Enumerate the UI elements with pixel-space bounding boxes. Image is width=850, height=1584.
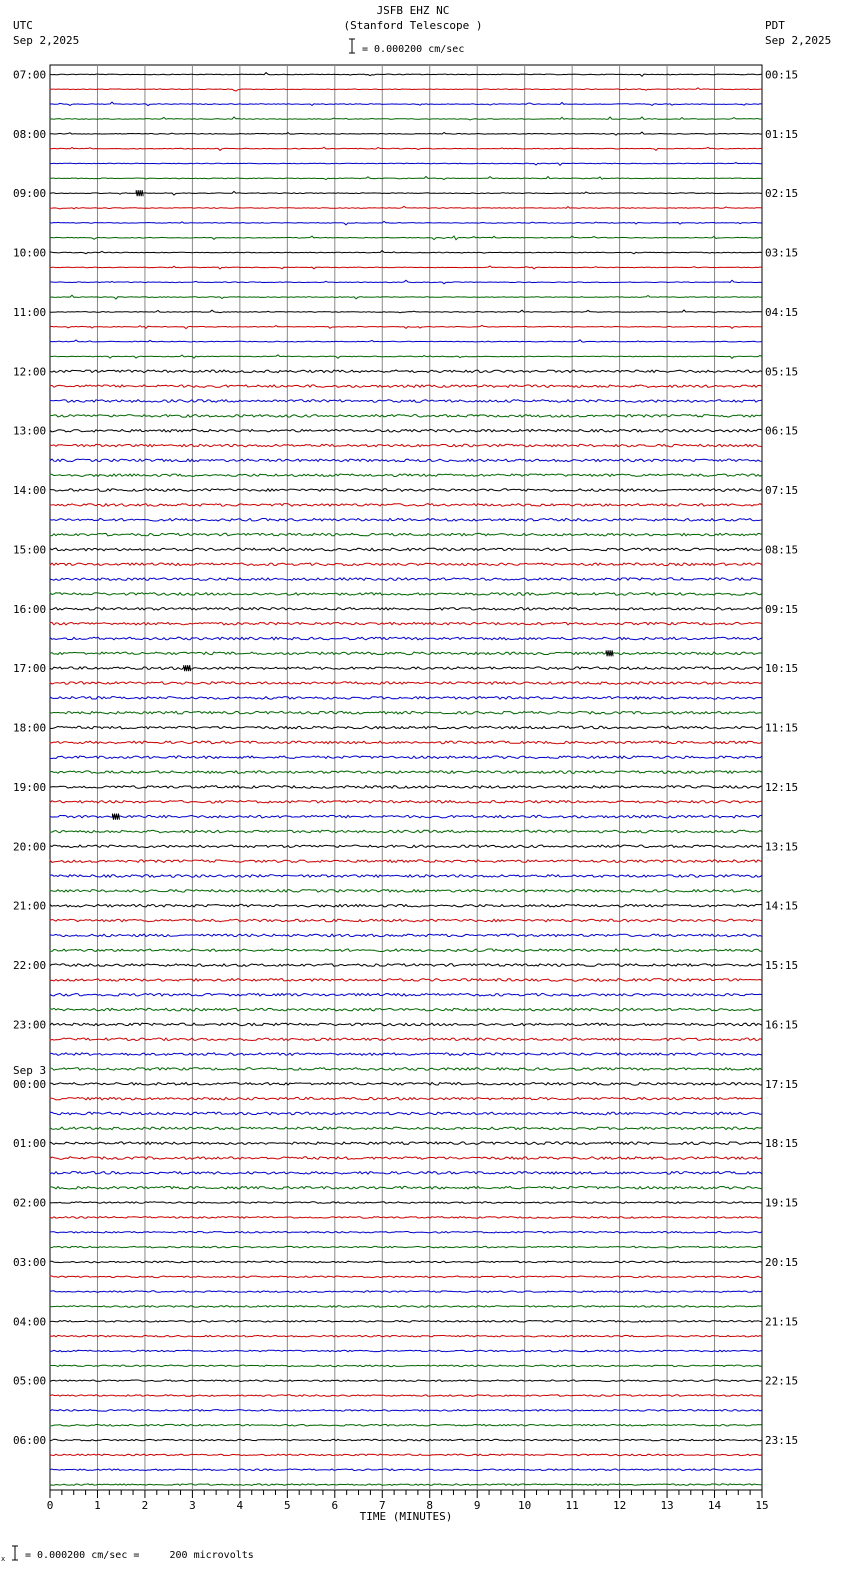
trace-line [50, 191, 762, 195]
trace-line [50, 578, 762, 581]
trace-line [50, 1395, 762, 1397]
trace-line [50, 919, 762, 922]
pdt-hour-label: 19:15 [765, 1196, 799, 1210]
trace-line [50, 370, 762, 373]
trace-line [50, 295, 762, 299]
trace-line [50, 1172, 762, 1175]
pdt-hour-label: 14:15 [765, 899, 799, 913]
utc-hour-label: 16:00 [13, 602, 47, 616]
trace-line [50, 474, 762, 477]
trace-line [50, 1053, 762, 1056]
event-wiggle [112, 814, 119, 820]
trace-line [50, 88, 762, 91]
pdt-hour-label: 16:15 [765, 1018, 799, 1032]
trace-line [50, 904, 762, 907]
pdt-hour-label: 17:15 [765, 1077, 799, 1091]
left-date: Sep 2,2025 [13, 34, 80, 47]
x-tick-label: 12 [612, 1499, 627, 1512]
trace-line [50, 1276, 762, 1278]
trace-line [50, 518, 762, 521]
utc-hour-label: 13:00 [13, 424, 47, 438]
trace-line [50, 236, 762, 240]
utc-hour-label: 00:00 [13, 1077, 47, 1091]
x-axis-label: TIME (MINUTES) [359, 1510, 453, 1523]
trace-line [50, 1306, 762, 1308]
x-tick-label: 8 [426, 1499, 434, 1512]
trace-line [50, 726, 762, 729]
utc-hour-label: 04:00 [13, 1315, 47, 1329]
utc-hour-label: 15:00 [13, 543, 47, 557]
trace-line [50, 1350, 762, 1352]
x-tick-label: 7 [378, 1499, 386, 1512]
utc-hour-label: 23:00 [13, 1018, 47, 1032]
pdt-hour-label: 08:15 [765, 543, 799, 557]
pdt-hour-label: 03:15 [765, 246, 799, 260]
trace-line [50, 741, 762, 744]
utc-hour-label: 08:00 [13, 127, 47, 141]
trace-line [50, 1246, 762, 1248]
trace-line [50, 504, 762, 507]
x-tick-label: 10 [518, 1499, 532, 1512]
trace-line [50, 1127, 762, 1130]
trace-line [50, 280, 762, 283]
right-timezone: PDT [765, 19, 785, 32]
pdt-hour-label: 09:15 [765, 602, 799, 616]
trace-line [50, 786, 762, 789]
trace-line [50, 429, 762, 432]
trace-line [50, 206, 762, 209]
trace-line [50, 163, 762, 166]
svg-text:x: x [1, 1555, 6, 1563]
pdt-hour-label: 04:15 [765, 305, 799, 319]
station-title: JSFB EHZ NC [376, 4, 450, 17]
utc-hour-label: 18:00 [13, 721, 47, 735]
x-tick-label: 5 [284, 1499, 291, 1512]
trace-line [50, 385, 762, 388]
trace-line [50, 934, 762, 937]
trace-line [50, 102, 762, 106]
trace-line [50, 1380, 762, 1382]
trace-line [50, 355, 762, 359]
trace-line [50, 875, 762, 878]
event-wiggle [606, 650, 613, 656]
trace-line [50, 251, 762, 254]
left-timezone: UTC [13, 19, 33, 32]
trace-line [50, 459, 762, 462]
plot-frame [50, 65, 762, 1490]
trace-line [50, 682, 762, 685]
trace-line [50, 1469, 762, 1471]
utc-hour-label: 19:00 [13, 780, 47, 794]
trace-line [50, 1410, 762, 1412]
trace-line [50, 979, 762, 982]
trace-line [50, 1202, 762, 1204]
pdt-hour-label: 07:15 [765, 484, 799, 498]
trace-line [50, 711, 762, 714]
x-tick-label: 3 [189, 1499, 196, 1512]
utc-hour-label: 01:00 [13, 1137, 47, 1151]
utc-hour-label: 11:00 [13, 305, 47, 319]
trace-line [50, 622, 762, 625]
trace-line [50, 221, 762, 224]
utc-hour-label: 07:00 [13, 68, 47, 82]
utc-hour-label: 14:00 [13, 484, 47, 498]
utc-hour-label: 02:00 [13, 1196, 47, 1210]
pdt-hour-label: 23:15 [765, 1434, 799, 1448]
trace-line [50, 993, 762, 996]
pdt-hour-label: 00:15 [765, 68, 799, 82]
trace-line [50, 444, 762, 447]
pdt-hour-label: 12:15 [765, 780, 799, 794]
trace-line [50, 1424, 762, 1426]
trace-line [50, 1097, 762, 1100]
trace-line [50, 1142, 762, 1145]
trace-line [50, 801, 762, 804]
pdt-hour-label: 01:15 [765, 127, 799, 141]
trace-line [50, 325, 762, 328]
trace-line [50, 310, 762, 313]
pdt-hour-label: 11:15 [765, 721, 799, 735]
trace-line [50, 593, 762, 596]
trace-line [50, 1439, 762, 1441]
event-wiggle [136, 190, 143, 196]
utc-hour-label: 20:00 [13, 840, 47, 854]
trace-line [50, 1484, 762, 1486]
trace-line [50, 845, 762, 848]
x-tick-label: 11 [565, 1499, 579, 1512]
date-change-label: Sep 3 [13, 1063, 47, 1077]
pdt-hour-label: 05:15 [765, 365, 799, 379]
trace-line [50, 771, 762, 774]
utc-hour-label: 10:00 [13, 246, 47, 260]
trace-line [50, 1321, 762, 1323]
scale-text: = 0.000200 cm/sec [362, 44, 465, 55]
trace-line [50, 652, 762, 655]
trace-line [50, 637, 762, 640]
x-tick-label: 2 [141, 1499, 149, 1512]
trace-line [50, 548, 762, 551]
trace-line [50, 1068, 762, 1071]
trace-line [50, 1186, 762, 1189]
utc-hour-label: 03:00 [13, 1255, 47, 1269]
trace-line [50, 177, 762, 180]
trace-line [50, 667, 762, 670]
x-tick-label: 14 [707, 1499, 722, 1512]
utc-hour-label: 21:00 [13, 899, 47, 913]
trace-line [50, 563, 762, 566]
pdt-hour-label: 13:15 [765, 840, 799, 854]
trace-line [50, 1023, 762, 1026]
trace-line [50, 400, 762, 403]
pdt-hour-label: 10:15 [765, 662, 799, 676]
pdt-hour-label: 20:15 [765, 1255, 799, 1269]
trace-line [50, 1112, 762, 1115]
trace-line [50, 1008, 762, 1011]
trace-line [50, 489, 762, 492]
trace-line [50, 415, 762, 418]
x-tick-label: 13 [660, 1499, 674, 1512]
footer-scale-note: = 0.000200 cm/sec = 200 microvolts [25, 1550, 254, 1561]
trace-line [50, 1261, 762, 1263]
trace-line [50, 1291, 762, 1293]
pdt-hour-label: 15:15 [765, 959, 799, 973]
trace-line [50, 1083, 762, 1086]
utc-hour-label: 09:00 [13, 187, 47, 201]
trace-line [50, 815, 762, 818]
trace-line [50, 73, 762, 77]
trace-line [50, 949, 762, 952]
utc-hour-label: 06:00 [13, 1434, 47, 1448]
trace-line [50, 697, 762, 700]
trace-line [50, 533, 762, 536]
trace-line [50, 890, 762, 893]
right-date: Sep 2,2025 [765, 34, 832, 47]
trace-line [50, 340, 762, 342]
utc-hour-label: 05:00 [13, 1374, 47, 1388]
trace-line [50, 608, 762, 611]
pdt-hour-label: 21:15 [765, 1315, 799, 1329]
utc-hour-label: 22:00 [13, 959, 47, 973]
pdt-hour-label: 22:15 [765, 1374, 799, 1388]
x-tick-label: 6 [331, 1499, 339, 1512]
site-title: (Stanford Telescope ) [343, 19, 483, 32]
trace-line [50, 117, 762, 120]
x-tick-label: 9 [473, 1499, 481, 1512]
trace-line [50, 132, 762, 135]
trace-line [50, 1231, 762, 1233]
x-tick-label: 0 [46, 1499, 54, 1512]
trace-line [50, 964, 762, 967]
trace-line [50, 1335, 762, 1337]
trace-line [50, 860, 762, 863]
footer-scale-bar-icon [0, 1544, 24, 1564]
trace-line [50, 1454, 762, 1456]
trace-line [50, 147, 762, 150]
pdt-hour-label: 06:15 [765, 424, 799, 438]
pdt-hour-label: 18:15 [765, 1137, 799, 1151]
x-tick-label: 15 [755, 1499, 769, 1512]
utc-hour-label: 12:00 [13, 365, 47, 379]
trace-line [50, 830, 762, 833]
pdt-hour-label: 02:15 [765, 187, 799, 201]
trace-line [50, 1217, 762, 1219]
trace-line [50, 756, 762, 759]
x-tick-label: 1 [94, 1499, 101, 1512]
trace-line [50, 1038, 762, 1041]
trace-line [50, 1157, 762, 1160]
event-wiggle [184, 665, 191, 671]
trace-line [50, 1365, 762, 1367]
x-tick-label: 4 [236, 1499, 244, 1512]
utc-hour-label: 17:00 [13, 662, 47, 676]
trace-line [50, 266, 762, 269]
